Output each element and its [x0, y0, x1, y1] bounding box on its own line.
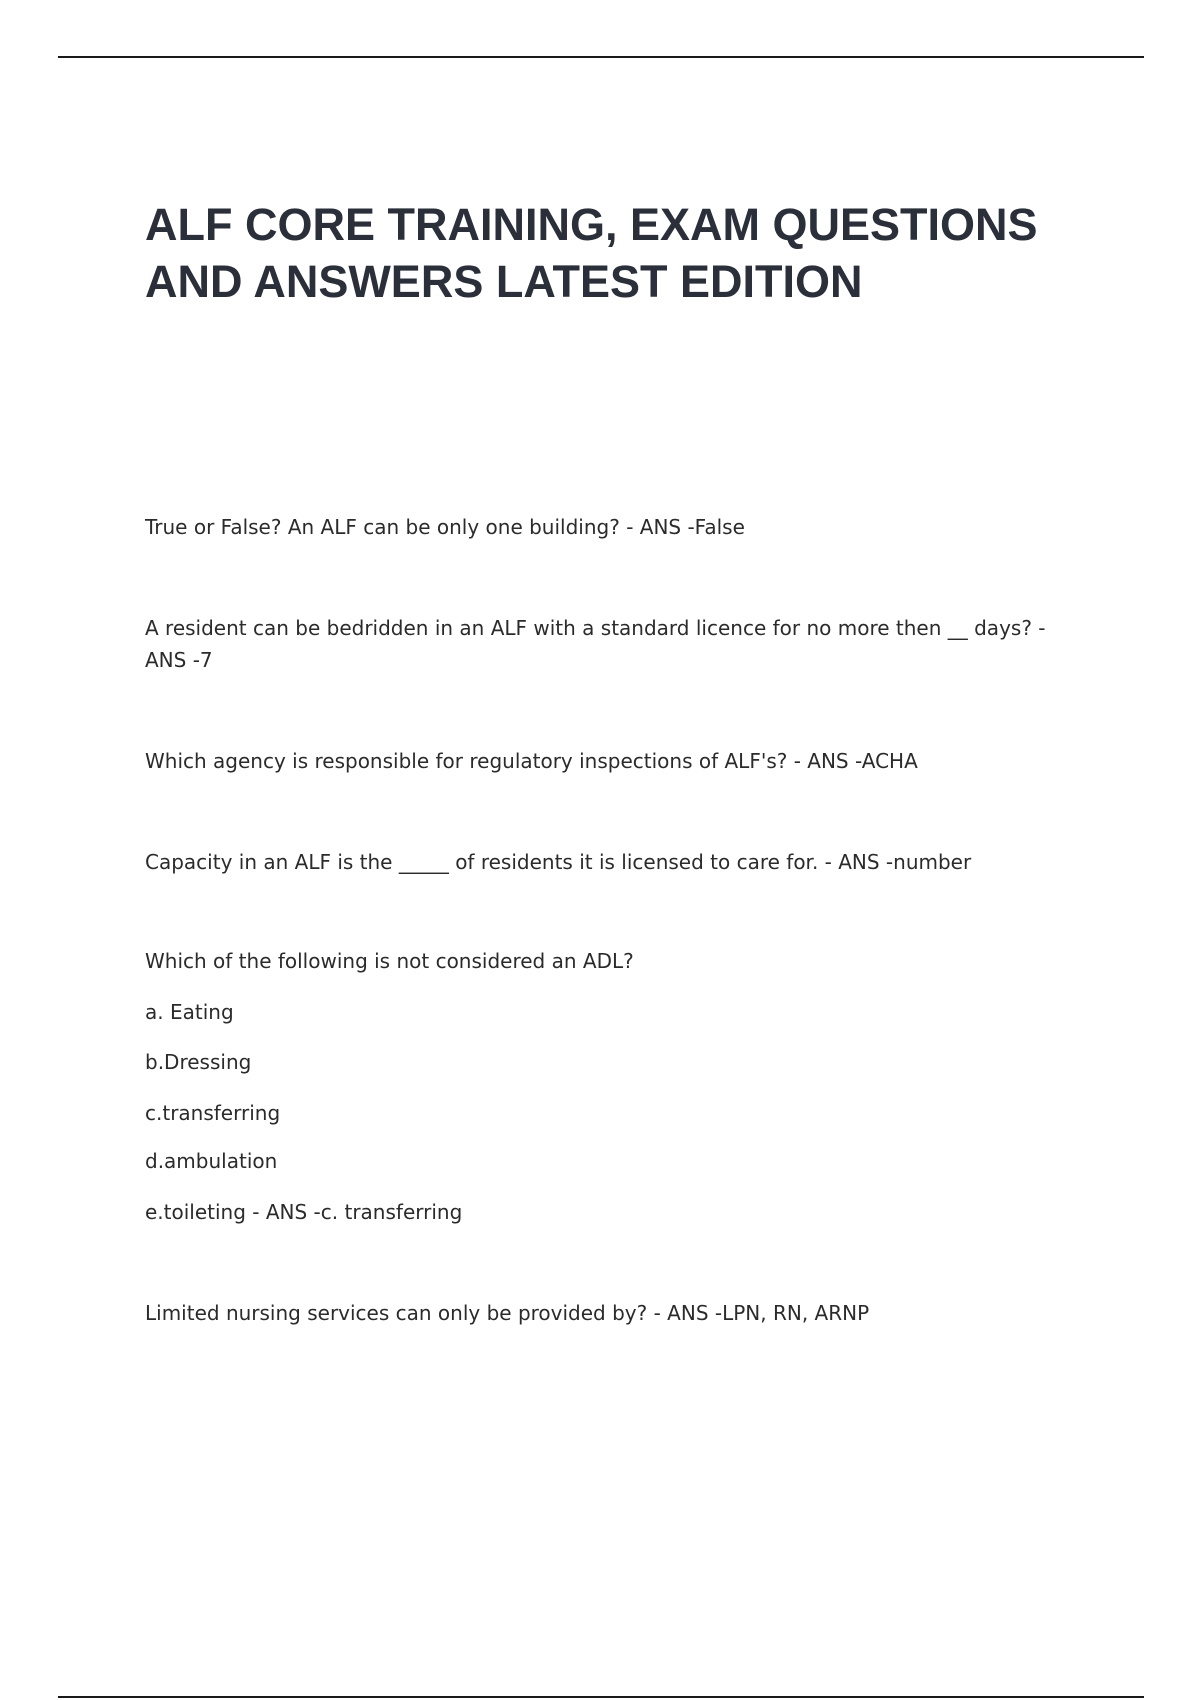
qa-item: A resident can be bedridden in an ALF with a standard licence for no more then __ days? - ANS -7	[145, 616, 1046, 672]
document-title: ALF CORE TRAINING, EXAM QUESTIONS AND ANSWERS LATEST EDITION	[145, 199, 1038, 307]
answer-option: e.toileting - ANS -c. transferring	[145, 1200, 463, 1224]
qa-item: True or False? An ALF can be only one building? - ANS -False	[145, 515, 745, 539]
qa-item: Which agency is responsible for regulatory inspections of ALF's? - ANS -ACHA	[145, 749, 918, 773]
answer-option: d.ambulation	[145, 1149, 278, 1173]
question-stem: Which of the following is not considered an ADL?	[145, 949, 634, 973]
footer-rule	[58, 1696, 1144, 1698]
header-rule	[58, 56, 1144, 58]
answer-option: b.Dressing	[145, 1050, 252, 1074]
qa-item: Limited nursing services can only be provided by? - ANS -LPN, RN, ARNP	[145, 1301, 870, 1325]
qa-item: Capacity in an ALF is the _____ of residents it is licensed to care for. - ANS -number	[145, 850, 972, 874]
answer-option: a. Eating	[145, 1000, 234, 1024]
answer-option: c.transferring	[145, 1101, 281, 1125]
